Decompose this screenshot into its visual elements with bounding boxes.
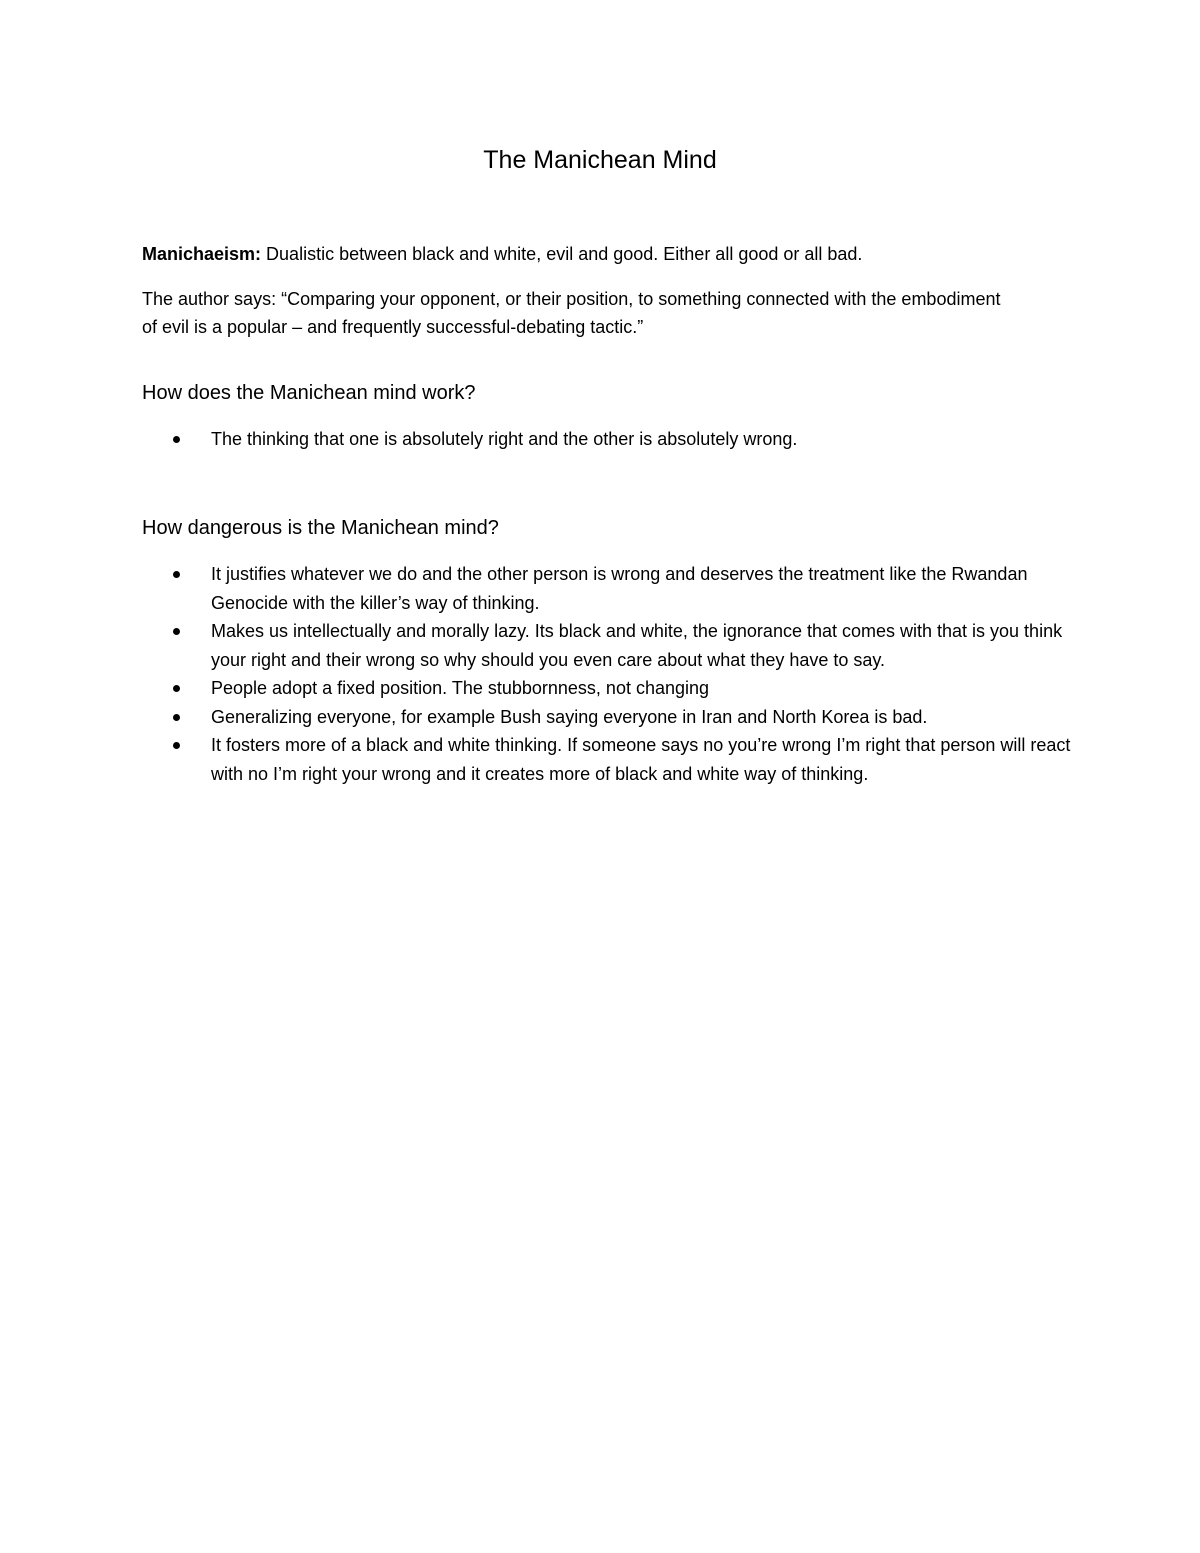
list-item	[142, 425, 1072, 454]
list-item	[142, 674, 1072, 703]
list-item-text: It justifies whatever we do and the other person is wrong and deserves the treatment like the Rwandan Genocide with the killer’s way of thinking.	[211, 564, 1028, 613]
definition-text: Dualistic between black and white, evil and good. Either all good or all bad.	[261, 244, 863, 264]
list-item-text: It fosters more of a black and white thinking. If someone says no you’re wrong I’m right that person will react with no I’m right your wrong and it creates more of black and white way of thinking.	[211, 735, 1071, 784]
section-heading-how-it-works: How does the Manichean mind work?	[142, 382, 476, 404]
quote-paragraph: The author says: “Comparing your opponent, or their position, to something connected with the embodiment of evil is a popular – and frequently successful-debating tactic.”	[142, 289, 1001, 337]
list-item	[142, 703, 1072, 732]
document-title: The Manichean Mind	[483, 146, 717, 174]
section1-bullet-list	[142, 425, 1072, 454]
list-item-text: The thinking that one is absolutely right and the other is absolutely wrong.	[211, 429, 798, 449]
bullet-icon	[173, 436, 180, 443]
section2-bullet-list	[142, 560, 1072, 788]
definition-term: Manichaeism:	[142, 244, 262, 264]
bullet-icon	[173, 685, 180, 692]
section-heading-how-dangerous: How dangerous is the Manichean mind?	[142, 517, 499, 539]
bullet-icon	[173, 628, 180, 635]
list-item-text: Makes us intellectually and morally lazy. Its black and white, the ignorance that comes with that is you think your right and their wrong so why should you even care about what they have to say.	[211, 621, 1063, 670]
list-item-text: People adopt a fixed position. The stubbornness, not changing	[211, 678, 710, 698]
list-item	[142, 560, 1072, 617]
bullet-icon	[173, 714, 180, 721]
bullet-icon	[173, 571, 180, 578]
list-item	[142, 617, 1072, 674]
definition-paragraph	[142, 240, 1042, 268]
list-item-text: Generalizing everyone, for example Bush saying everyone in Iran and North Korea is bad.	[211, 706, 928, 727]
list-item	[142, 731, 1072, 788]
bullet-icon	[173, 742, 180, 749]
